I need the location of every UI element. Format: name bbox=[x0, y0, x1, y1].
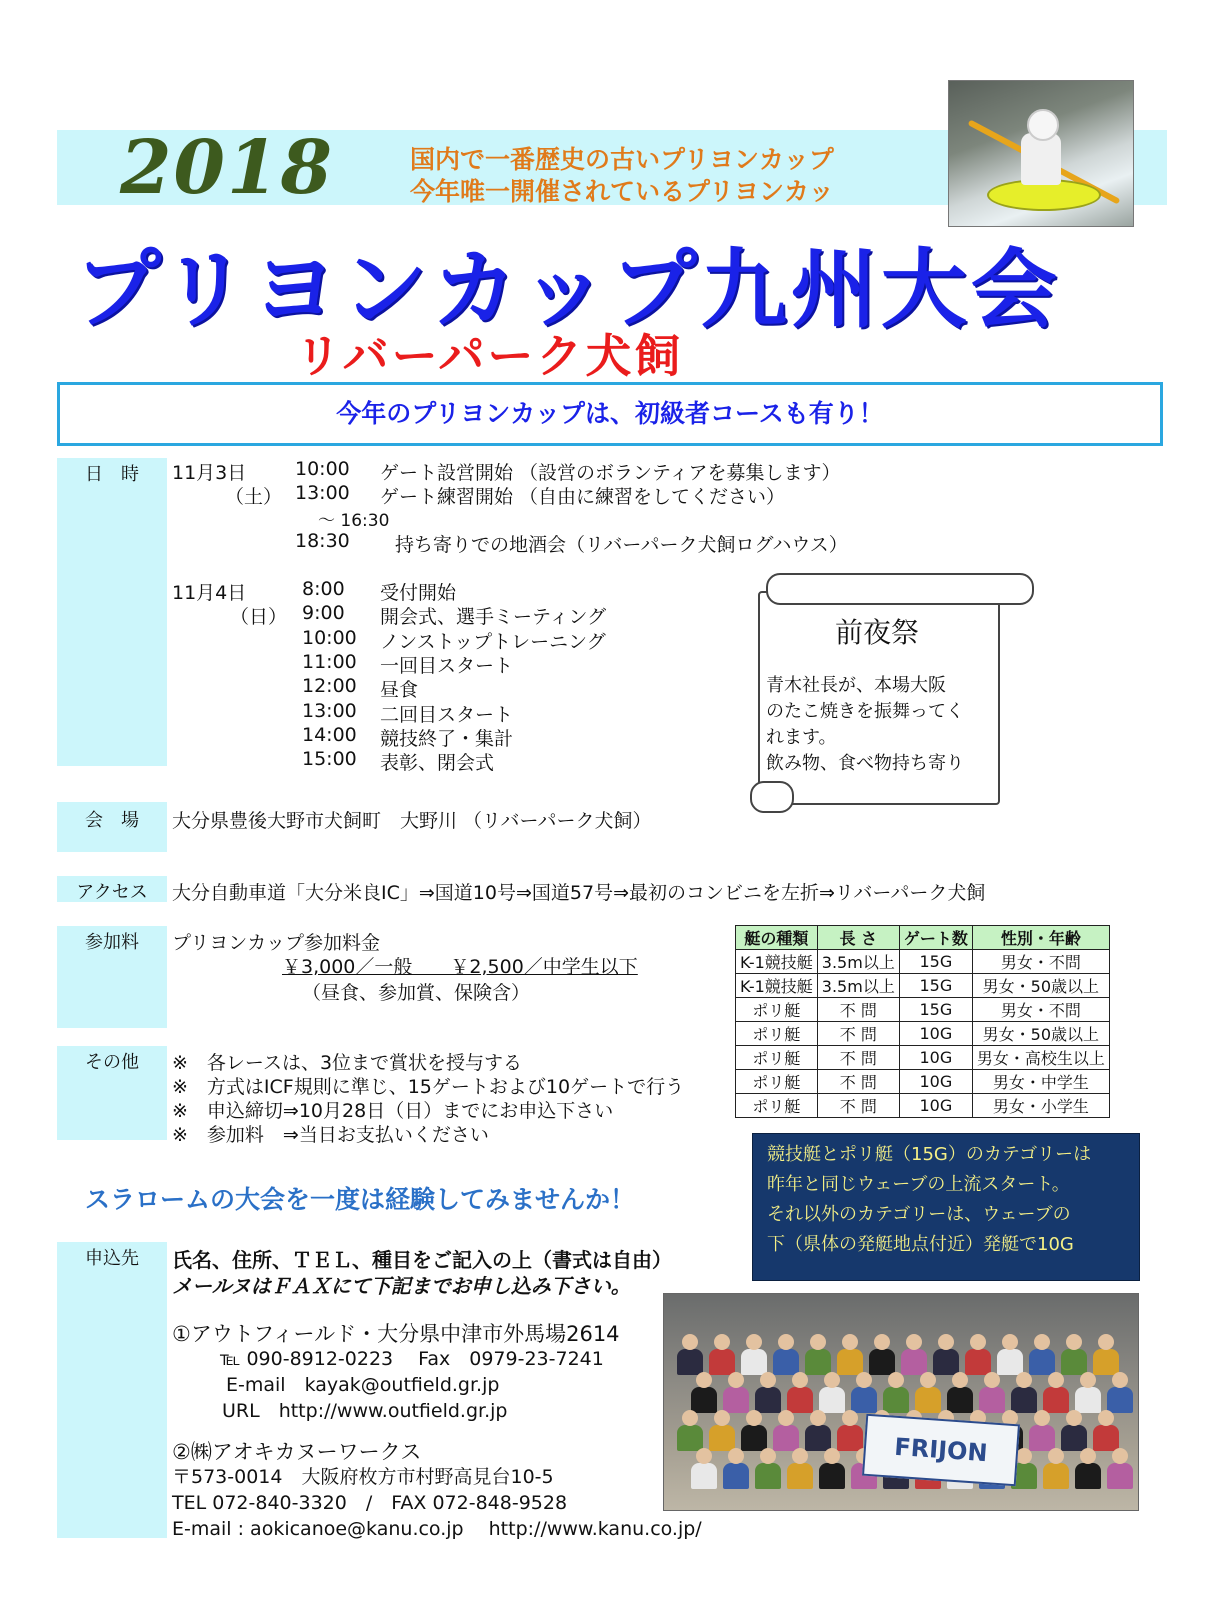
table-cell: 10G bbox=[899, 1070, 972, 1094]
day2-event: ノンストップトレーニング bbox=[380, 630, 606, 653]
contact2-tel-fax: TEL 072-840-3320 / FAX 072-848-9528 bbox=[172, 1492, 568, 1514]
day2-event: 二回目スタート bbox=[380, 703, 514, 726]
access-text: 大分自動車道「大分米良IC」⇒国道10号⇒国道57号⇒最初のコンビニを左折⇒リバーパーク犬飼 bbox=[172, 882, 986, 904]
day1-event: ゲート練習開始 （自由に練習をしてください） bbox=[380, 486, 786, 508]
table-cell: ポリ艇 bbox=[736, 1022, 818, 1046]
table-row bbox=[736, 1070, 1110, 1094]
other-item: ※ 方式はICF規則に準じ、15ゲートおよび10ゲートで行う bbox=[172, 1076, 685, 1098]
category-table bbox=[735, 925, 1110, 1118]
table-row bbox=[736, 1022, 1110, 1046]
group-flag: FRIJON bbox=[862, 1414, 1020, 1487]
party-title: 前夜祭 bbox=[834, 616, 919, 649]
col-header: 長 さ bbox=[817, 926, 899, 950]
main-title: プリヨンカップ九州大会 bbox=[75, 240, 1061, 340]
day2-time: 12:00 bbox=[302, 675, 357, 698]
day1-end-time: ～ 16:30 bbox=[318, 511, 390, 531]
table-cell: 10G bbox=[899, 1022, 972, 1046]
table-cell: 不 問 bbox=[817, 1070, 899, 1094]
day2-time: 13:00 bbox=[302, 699, 357, 722]
sub-title: リバーパーク犬飼 bbox=[295, 329, 684, 383]
table-cell: ポリ艇 bbox=[736, 998, 818, 1022]
day2-date: 11月4日 bbox=[172, 582, 247, 604]
table-cell: 男女・小学生 bbox=[972, 1094, 1109, 1118]
access-label: アクセス bbox=[76, 882, 148, 903]
day2-event: 受付開始 bbox=[380, 582, 457, 604]
col-header: 性別・年齢 bbox=[972, 926, 1109, 950]
day2-event: 表彰、閉会式 bbox=[380, 752, 495, 775]
venue-label: 会 場 bbox=[85, 810, 139, 831]
day1-time: 18:30 bbox=[295, 530, 350, 552]
table-row bbox=[736, 950, 1110, 974]
table-cell: 男女・50歳以上 bbox=[972, 1022, 1109, 1046]
day2-time: 8:00 bbox=[302, 578, 345, 600]
contact2-name: ②㈱アオキカヌーワークス bbox=[172, 1440, 422, 1464]
day1-time: 10:00 bbox=[295, 458, 350, 480]
day2-time: 15:00 bbox=[302, 748, 357, 771]
fee-label: 参加料 bbox=[85, 932, 139, 953]
venue-text: 大分県豊後大野市犬飼町 大野川 （リバーパーク犬飼） bbox=[172, 810, 652, 832]
contact1-tel: ℡ 090-8912-0223 Fax 0979-23-7241 bbox=[220, 1348, 604, 1370]
table-cell: 男女・不問 bbox=[972, 998, 1109, 1022]
table-cell: 15G bbox=[899, 974, 972, 998]
table-cell: 男女・高校生以上 bbox=[972, 1046, 1109, 1070]
schedule-label: 日 時 bbox=[85, 464, 139, 485]
table-cell: 3.5m以上 bbox=[817, 974, 899, 998]
table-cell: 不 問 bbox=[817, 998, 899, 1022]
schedule-label-bg bbox=[57, 458, 167, 766]
day2-event: 競技終了・集計 bbox=[380, 727, 514, 750]
day1-event: 持ち寄りでの地酒会（リバーパーク犬飼ログハウス） bbox=[395, 534, 848, 556]
table-cell: 不 問 bbox=[817, 1022, 899, 1046]
contact1-email[interactable]: E-mail kayak@outfield.gr.jp bbox=[226, 1374, 500, 1396]
table-cell: ポリ艇 bbox=[736, 1094, 818, 1118]
table-cell: 10G bbox=[899, 1046, 972, 1070]
table-cell: 男女・不問 bbox=[972, 950, 1109, 974]
col-header: ゲート数 bbox=[899, 926, 972, 950]
table-row bbox=[736, 974, 1110, 998]
other-item: ※ 各レースは、3位まで賞状を授与する bbox=[172, 1052, 523, 1074]
group-photo bbox=[663, 1293, 1139, 1511]
apply-instructions-1: 氏名、住所、ＴＥＬ、種目をご記入の上（書式は自由） bbox=[172, 1248, 672, 1272]
table-cell: K-1競技艇 bbox=[736, 974, 818, 998]
tagline-2: 今年唯一開催されているプリヨンカッ bbox=[410, 177, 834, 206]
tagline-1: 国内で一番歴史の古いプリヨンカップ bbox=[410, 145, 834, 174]
banner-text: 今年のプリヨンカップは、初級者コースも有り！ bbox=[336, 399, 884, 428]
slogan: スラロームの大会を一度は経験してみませんか！ bbox=[85, 1185, 636, 1214]
fee-line1: プリヨンカップ参加料金 bbox=[172, 932, 381, 954]
apply-label: 申込先 bbox=[85, 1248, 139, 1269]
table-cell: 15G bbox=[899, 950, 972, 974]
kayak-photo bbox=[948, 80, 1134, 227]
day2-weekday: （日） bbox=[230, 606, 288, 628]
table-cell: 男女・50歳以上 bbox=[972, 974, 1109, 998]
party-text: 青木社長が、本場大阪 のたこ焼きを振舞ってく れます。 飲み物、食べ物持ち寄り bbox=[766, 675, 964, 774]
fee-line3: （昼食、参加賞、保険含） bbox=[302, 982, 531, 1004]
day2-event: 開会式、選手ミーティング bbox=[380, 606, 607, 629]
day2-time: 14:00 bbox=[302, 723, 357, 746]
year-heading: 2018 bbox=[120, 125, 334, 211]
contact2-email-url[interactable]: E-mail : aokicanoe@kanu.co.jp http://www.kanu.co.jp/ bbox=[172, 1518, 702, 1540]
table-cell: 不 問 bbox=[817, 1094, 899, 1118]
table-cell: 3.5m以上 bbox=[817, 950, 899, 974]
table-cell: 不 問 bbox=[817, 1046, 899, 1070]
day2-time: 11:00 bbox=[302, 650, 357, 673]
contact1-name: ①アウトフィールド・大分県中津市外馬場2614 bbox=[172, 1322, 620, 1346]
day1-date: 11月3日 bbox=[172, 462, 247, 484]
other-label: その他 bbox=[85, 1052, 139, 1073]
day1-event: ゲート設営開始 （設営のボランティアを募集します） bbox=[380, 462, 841, 484]
other-item: ※ 申込締切⇒10月28日（日）までにお申込下さい bbox=[172, 1100, 614, 1122]
table-cell: ポリ艇 bbox=[736, 1046, 818, 1070]
day2-event: 昼食 bbox=[380, 679, 419, 702]
other-item: ※ 参加料 ⇒当日お支払いください bbox=[172, 1124, 489, 1146]
eve-party-scroll bbox=[758, 573, 1028, 813]
apply-instructions-2: メールヌはＦＡＸにて下記までお申し込み下さい。 bbox=[172, 1274, 631, 1298]
day2-time: 9:00 bbox=[302, 602, 345, 625]
table-cell: ポリ艇 bbox=[736, 1070, 818, 1094]
table-cell: 10G bbox=[899, 1094, 972, 1118]
table-cell: 15G bbox=[899, 998, 972, 1022]
table-row bbox=[736, 1046, 1110, 1070]
contact2-address: 〒573-0014 大阪府枚方市村野高見台10-5 bbox=[172, 1466, 554, 1488]
start-note-box: 競技艇とポリ艇（15G）のカテゴリーは 昨年と同じウェーブの上流スタート。 それ以外のカテゴリーは、ウェーブの 下（県体の発艇地点付近）発艇で10G bbox=[752, 1133, 1140, 1281]
table-cell: 男女・中学生 bbox=[972, 1070, 1109, 1094]
beginner-banner bbox=[57, 382, 1163, 446]
table-row bbox=[736, 1094, 1110, 1118]
day2-time: 10:00 bbox=[302, 626, 357, 649]
day1-time: 13:00 bbox=[295, 482, 350, 504]
table-row bbox=[736, 998, 1110, 1022]
col-header: 艇の種類 bbox=[736, 926, 818, 950]
contact1-url[interactable]: URL http://www.outfield.gr.jp bbox=[222, 1400, 508, 1422]
table-cell: K-1競技艇 bbox=[736, 950, 818, 974]
day1-weekday: （土） bbox=[225, 486, 283, 508]
day2-event: 一回目スタート bbox=[380, 654, 514, 677]
apply-label-bg bbox=[57, 1242, 167, 1538]
fee-line2: ￥3,000／一般 ￥2,500／中学生以下 bbox=[282, 956, 638, 978]
